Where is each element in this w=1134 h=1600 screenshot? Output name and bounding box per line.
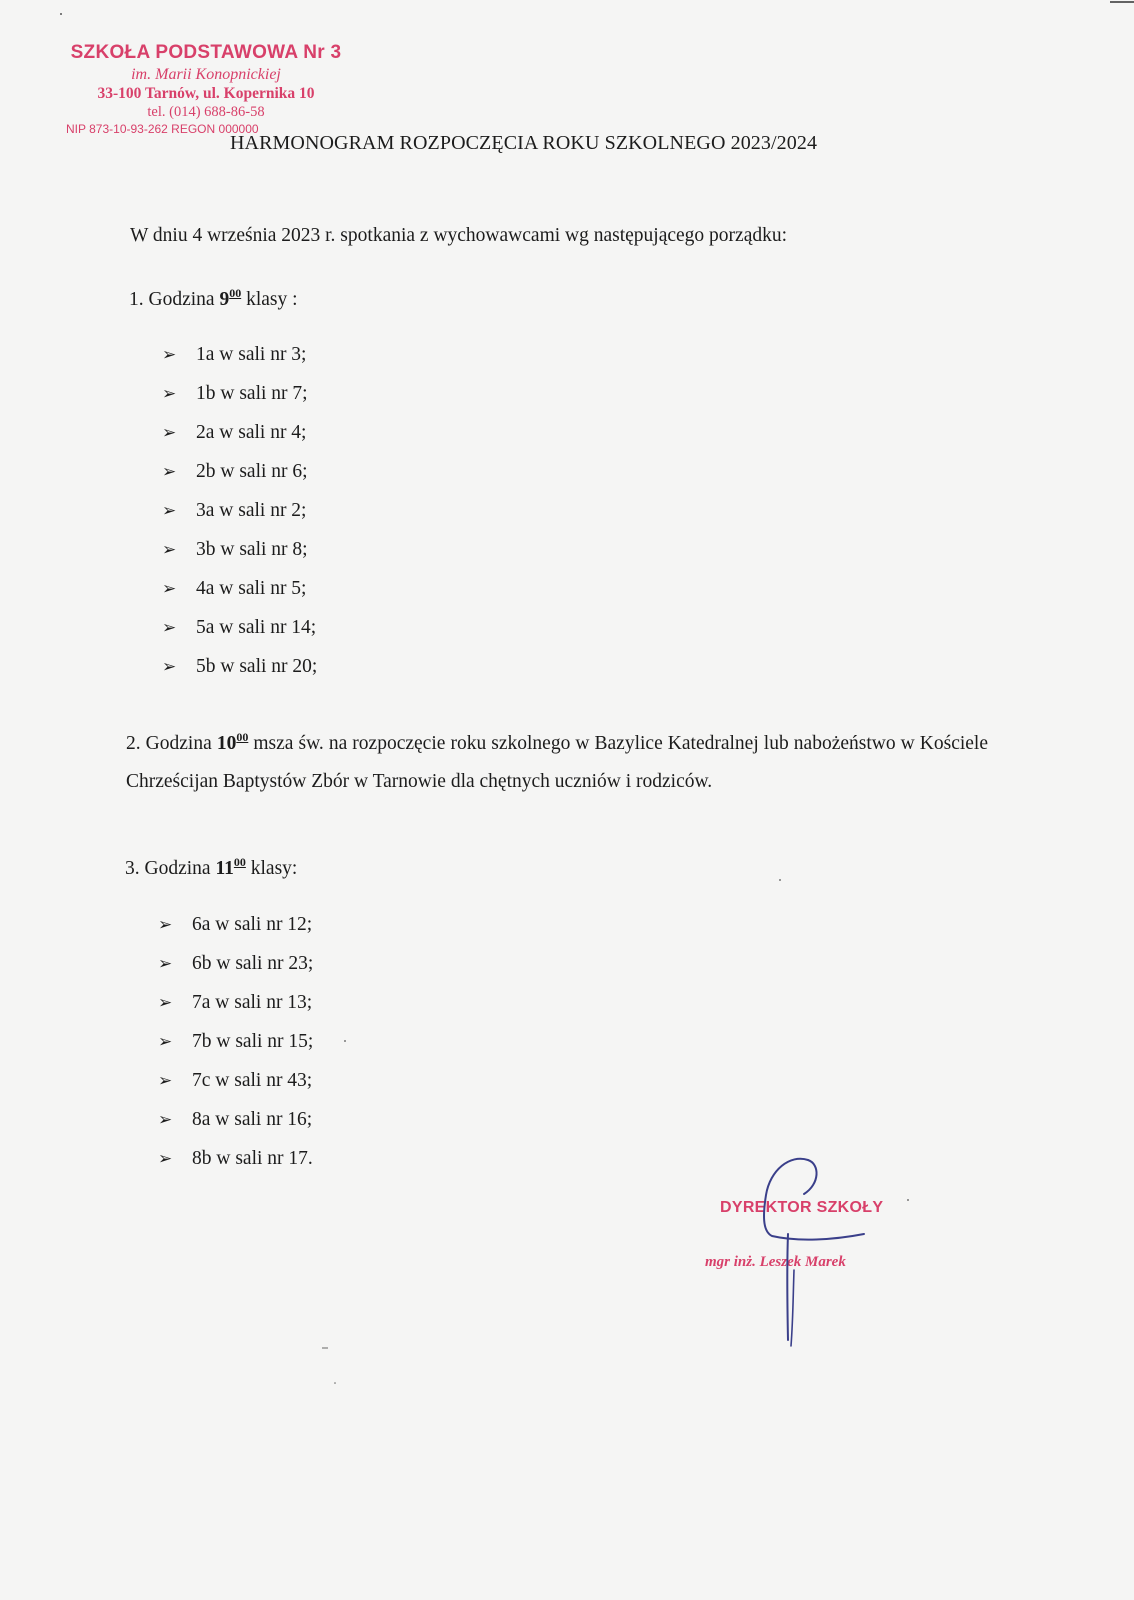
section-3-heading	[125, 855, 297, 880]
section-1-class-list	[162, 343, 317, 694]
arrow-bullet-icon: ➢	[162, 657, 177, 677]
class-room-item	[158, 913, 313, 952]
stamp-nip-regon: NIP 873-10-93-262 REGON 000000	[66, 122, 259, 136]
arrow-bullet-icon: ➢	[162, 345, 177, 365]
arrow-bullet-icon: ➢	[162, 462, 177, 482]
section-1-time: $9^{00}$	[219, 286, 242, 310]
class-room-item	[158, 1147, 313, 1186]
arrow-bullet-icon: ➢	[158, 1071, 173, 1091]
school-stamp	[66, 42, 346, 136]
section-2-paragraph	[126, 718, 988, 801]
section-3-suffix: klasy:	[250, 858, 298, 879]
class-room-text: 6b w sali nr 23;	[192, 953, 314, 974]
class-room-item	[158, 991, 313, 1030]
section-1-prefix: 1. Godzina	[129, 289, 215, 310]
arrow-bullet-icon: ➢	[158, 1032, 173, 1052]
class-room-text: 2a w sali nr 4;	[196, 422, 307, 443]
arrow-bullet-icon: ➢	[158, 915, 173, 935]
class-room-item	[158, 952, 313, 991]
section-2-time: $10^{00}$	[216, 730, 249, 754]
arrow-bullet-icon: ➢	[158, 954, 173, 974]
class-room-text: 8b w sali nr 17.	[192, 1148, 313, 1169]
arrow-bullet-icon: ➢	[158, 1149, 173, 1169]
class-room-item	[162, 382, 317, 421]
arrow-bullet-icon: ➢	[162, 579, 177, 599]
stamp-phone: tel. (014) 688-86-58	[147, 104, 265, 120]
stamp-patron: im. Marii Konopnickiej	[131, 66, 281, 83]
section-3-prefix: 3. Godzina	[125, 858, 211, 879]
class-room-text: 5b w sali nr 20;	[196, 656, 318, 677]
arrow-bullet-icon: ➢	[162, 384, 177, 404]
arrow-bullet-icon: ➢	[162, 423, 177, 443]
section-2-prefix: 2. Godzina	[126, 733, 212, 754]
section-1-suffix: klasy :	[246, 289, 298, 310]
class-room-text: 7a w sali nr 13;	[192, 992, 313, 1013]
class-room-text: 3b w sali nr 8;	[196, 539, 308, 560]
stamp-address: 33-100 Tarnów, ul. Kopernika 10	[97, 85, 315, 102]
section-3-class-list	[158, 913, 313, 1186]
class-room-text: 1b w sali nr 7;	[196, 383, 308, 404]
section-2-text: msza św. na rozpoczęcie roku szkolnego w Bazylice Katedralnej lub nabożeństwo w Kościele Chrześcijan Baptystów Zbór w Tarnowie dla chętnych uczniów i rodziców.	[126, 733, 989, 792]
section-1-heading	[129, 286, 298, 311]
class-room-item	[162, 421, 317, 460]
class-room-text: 3a w sali nr 2;	[196, 500, 307, 521]
class-room-text: 1a w sali nr 3;	[196, 344, 307, 365]
arrow-bullet-icon: ➢	[162, 540, 177, 560]
class-room-text: 8a w sali nr 16;	[192, 1109, 313, 1130]
class-room-text: 4a w sali nr 5;	[196, 578, 307, 599]
class-room-item	[162, 460, 317, 499]
class-room-item	[162, 616, 317, 655]
handwritten-signature	[738, 1150, 868, 1350]
stamp-school-name: SZKOŁA PODSTAWOWA Nr 3	[70, 42, 342, 63]
class-room-text: 5a w sali nr 14;	[196, 617, 317, 638]
class-room-text: 7b w sali nr 15;	[192, 1031, 314, 1052]
class-room-text: 7c w sali nr 43;	[192, 1070, 313, 1091]
arrow-bullet-icon: ➢	[162, 618, 177, 638]
class-room-item	[162, 655, 317, 694]
document-title: HARMONOGRAM ROZPOCZĘCIA ROKU SZKOLNEGO 2023/2024	[230, 132, 818, 154]
class-room-item	[162, 577, 317, 616]
class-room-text: 6a w sali nr 12;	[192, 914, 313, 935]
arrow-bullet-icon: ➢	[162, 501, 177, 521]
class-room-item	[162, 538, 317, 577]
class-room-item	[158, 1108, 313, 1147]
class-room-item	[158, 1030, 313, 1069]
class-room-item	[162, 499, 317, 538]
section-3-time: $11^{00}$	[215, 855, 246, 879]
class-room-text: 2b w sali nr 6;	[196, 461, 308, 482]
director-title: DYREKTOR SZKOŁY	[720, 1199, 884, 1216]
arrow-bullet-icon: ➢	[158, 993, 173, 1013]
intro-paragraph: W dniu 4 września 2023 r. spotkania z wychowawcami wg następującego porządku:	[130, 225, 788, 246]
director-name: mgr inż. Leszek Marek	[705, 1254, 846, 1270]
class-room-item	[158, 1069, 313, 1108]
class-room-item	[162, 343, 317, 382]
arrow-bullet-icon: ➢	[158, 1110, 173, 1130]
